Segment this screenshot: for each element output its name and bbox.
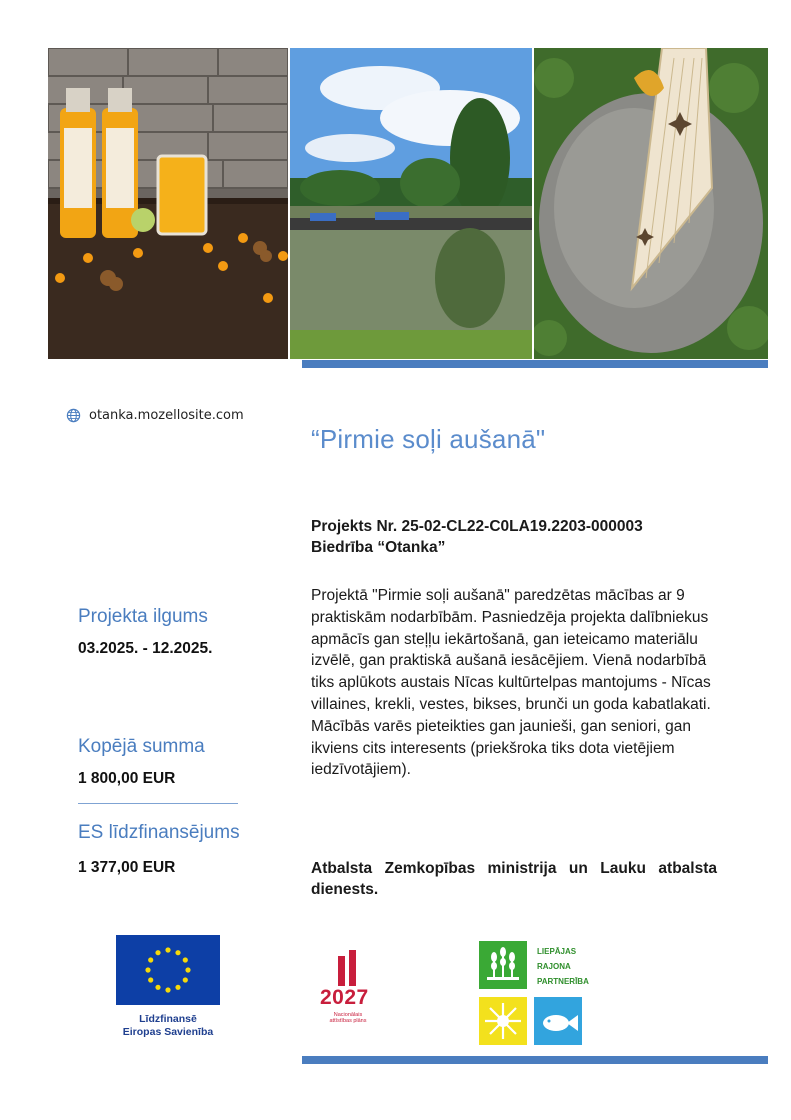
- sidebar-divider: [78, 803, 238, 804]
- photo-pond: [290, 48, 532, 359]
- eu-stars-icon: [116, 935, 220, 1005]
- project-number: Projekts Nr. 25-02-CL22-C0LA19.2203-000003: [311, 518, 643, 535]
- website-link[interactable]: [66, 408, 244, 423]
- nap-subtitle-line1: Nacionālais: [333, 1012, 363, 1018]
- fish-icon: [534, 997, 582, 1045]
- lrp-name: [537, 944, 589, 989]
- total-amount-label: Kopējā summa: [78, 736, 205, 757]
- eu-logo-caption: [105, 1013, 231, 1039]
- support-statement: Atbalsta Zemkopības ministrija un Lauku atbalsta dienests.: [311, 860, 717, 898]
- bottom-accent-rule: [302, 1056, 768, 1064]
- eu-caption-line1: Līdzfinansē: [139, 1013, 197, 1025]
- nap-2027-logo: [318, 950, 382, 1030]
- eu-cofinancing-value: 1 377,00 EUR: [78, 859, 176, 876]
- eu-flag-logo: [116, 935, 220, 1005]
- eu-caption-line2: Eiropas Savienība: [122, 1026, 214, 1038]
- nap-subtitle-line2: attīstības plāns: [329, 1018, 367, 1024]
- website-text: otanka.mozellosite.com: [89, 408, 244, 423]
- document-title: “Pirmie soļi aušanā": [311, 424, 546, 454]
- globe-icon: [66, 408, 81, 423]
- lrp-name-line1: LIEPĀJAS: [537, 947, 577, 956]
- nap-subtitle: [318, 1012, 378, 1024]
- duration-label: Projekta ilgums: [78, 606, 208, 627]
- project-header: [311, 516, 731, 558]
- nap-bars-icon: [318, 950, 382, 990]
- nap-number: 2027: [320, 986, 369, 1009]
- lrp-name-line3: PARTNERĪBA: [537, 977, 589, 986]
- photo-juice: [48, 48, 288, 359]
- project-description: Projektā "Pirmie soļi aušanā" paredzētas mācības ar 9 praktiskām nodarbībām. Pasniedzēja projekta dalībniekus apmācīs gan steļļu iekārtošanā, gan ieteicamo materiālu izvēlē, gan praktiskā aušanā iesācējiem. Vienā nodarbībā tiks aplūkots austais Nīcas kultūrtelpas mantojums - Nīcas villaines, krekli, vestes, bikses, brunči un goda kabatlakati. Mācībās varēs pieteikties gan jaunieši, gan seniori, gan ikviens cits interesents (priekšroka tiks dota vietējiem iedzīvotājiem).: [311, 587, 711, 779]
- lrp-name-line2: RAJONA: [537, 962, 571, 971]
- lrp-logo: [479, 941, 599, 1049]
- photo-kokle: [534, 48, 768, 359]
- eu-cofinancing-label: ES līdzfinansējums: [78, 822, 240, 843]
- total-amount-value: 1 800,00 EUR: [78, 770, 176, 787]
- organization-name: Biedrība “Otanka”: [311, 539, 446, 556]
- duration-value: 03.2025. - 12.2025.: [78, 640, 213, 657]
- wheat-icon: [479, 941, 527, 989]
- sun-icon: [479, 997, 527, 1045]
- top-accent-rule: [302, 360, 768, 368]
